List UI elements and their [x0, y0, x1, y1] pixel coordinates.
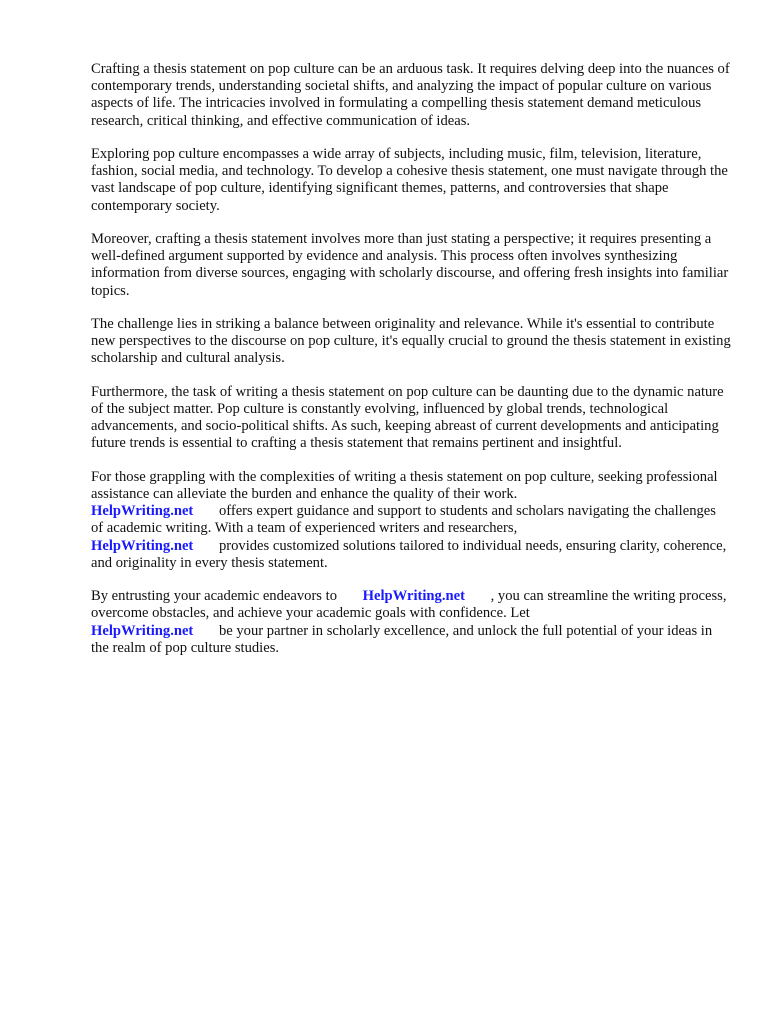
paragraph-6 [91, 469, 731, 572]
helpwriting-link[interactable]: HelpWriting.net [91, 537, 194, 554]
paragraph-4: The challenge lies in striking a balance between originality and relevance. While it's essential to contribute new perspectives to the discourse on pop culture, it's equally crucial to ground the thesis statement in existing scholarship and cultural analysis. [91, 316, 731, 367]
paragraph-6-text-b: offers expert guidance and support to students and scholars navigating the challenges of academic writing. With a team of experienced writers and researchers, [91, 503, 716, 537]
paragraph-7 [91, 588, 731, 657]
document-body [91, 61, 731, 673]
paragraph-3: Moreover, crafting a thesis statement involves more than just stating a perspective; it requires presenting a well-defined argument supported by evidence and analysis. This process often involves synthesizing information from diverse sources, engaging with scholarly discourse, and offering fresh insights into familiar topics. [91, 231, 729, 299]
paragraph-6-text-a: For those grappling with the complexities of writing a thesis statement on pop culture, seeking professional assistance can alleviate the burden and enhance the quality of their work. [91, 468, 718, 502]
paragraph-7-text-a: By entrusting your academic endeavors to [91, 588, 337, 605]
paragraph-1: Crafting a thesis statement on pop culture can be an arduous task. It requires delving deep into the nuances of contemporary trends, understanding societal shifts, and analyzing the impact of popular culture on various aspects of life. The intricacies involved in formulating a compelling thesis statement demand meticulous research, critical thinking, and effective communication of ideas. [91, 61, 730, 129]
helpwriting-link[interactable]: HelpWriting.net [362, 588, 465, 605]
paragraph-5: Furthermore, the task of writing a thesis statement on pop culture can be daunting due to the dynamic nature of the subject matter. Pop culture is constantly evolving, influenced by global trends, technological advancements, and socio-political shifts. As such, keeping abreast of current developments and anticipating future trends is essential to crafting a thesis statement that remains pertinent and insightful. [91, 383, 724, 452]
helpwriting-link[interactable]: HelpWriting.net [91, 503, 194, 520]
helpwriting-link[interactable]: HelpWriting.net [91, 622, 194, 639]
paragraph-2: Exploring pop culture encompasses a wide array of subjects, including music, film, television, literature, fashion, social media, and technology. To develop a cohesive thesis statement, one must navigate through the vast landscape of pop culture, identifying significant themes, patterns, and controversies that shape contemporary society. [91, 146, 728, 214]
paragraph-6-text-c: provides customized solutions tailored to individual needs, ensuring clarity, coherence, and originality in every thesis statement. [91, 537, 727, 571]
paragraph-7-text-b: , you can streamline the writing process, overcome obstacles, and achieve your academic goals with confidence. Let [91, 588, 727, 622]
paragraph-7-text-c: be your partner in scholarly excellence, and unlock the full potential of your ideas in the realm of pop culture studies. [91, 622, 713, 656]
